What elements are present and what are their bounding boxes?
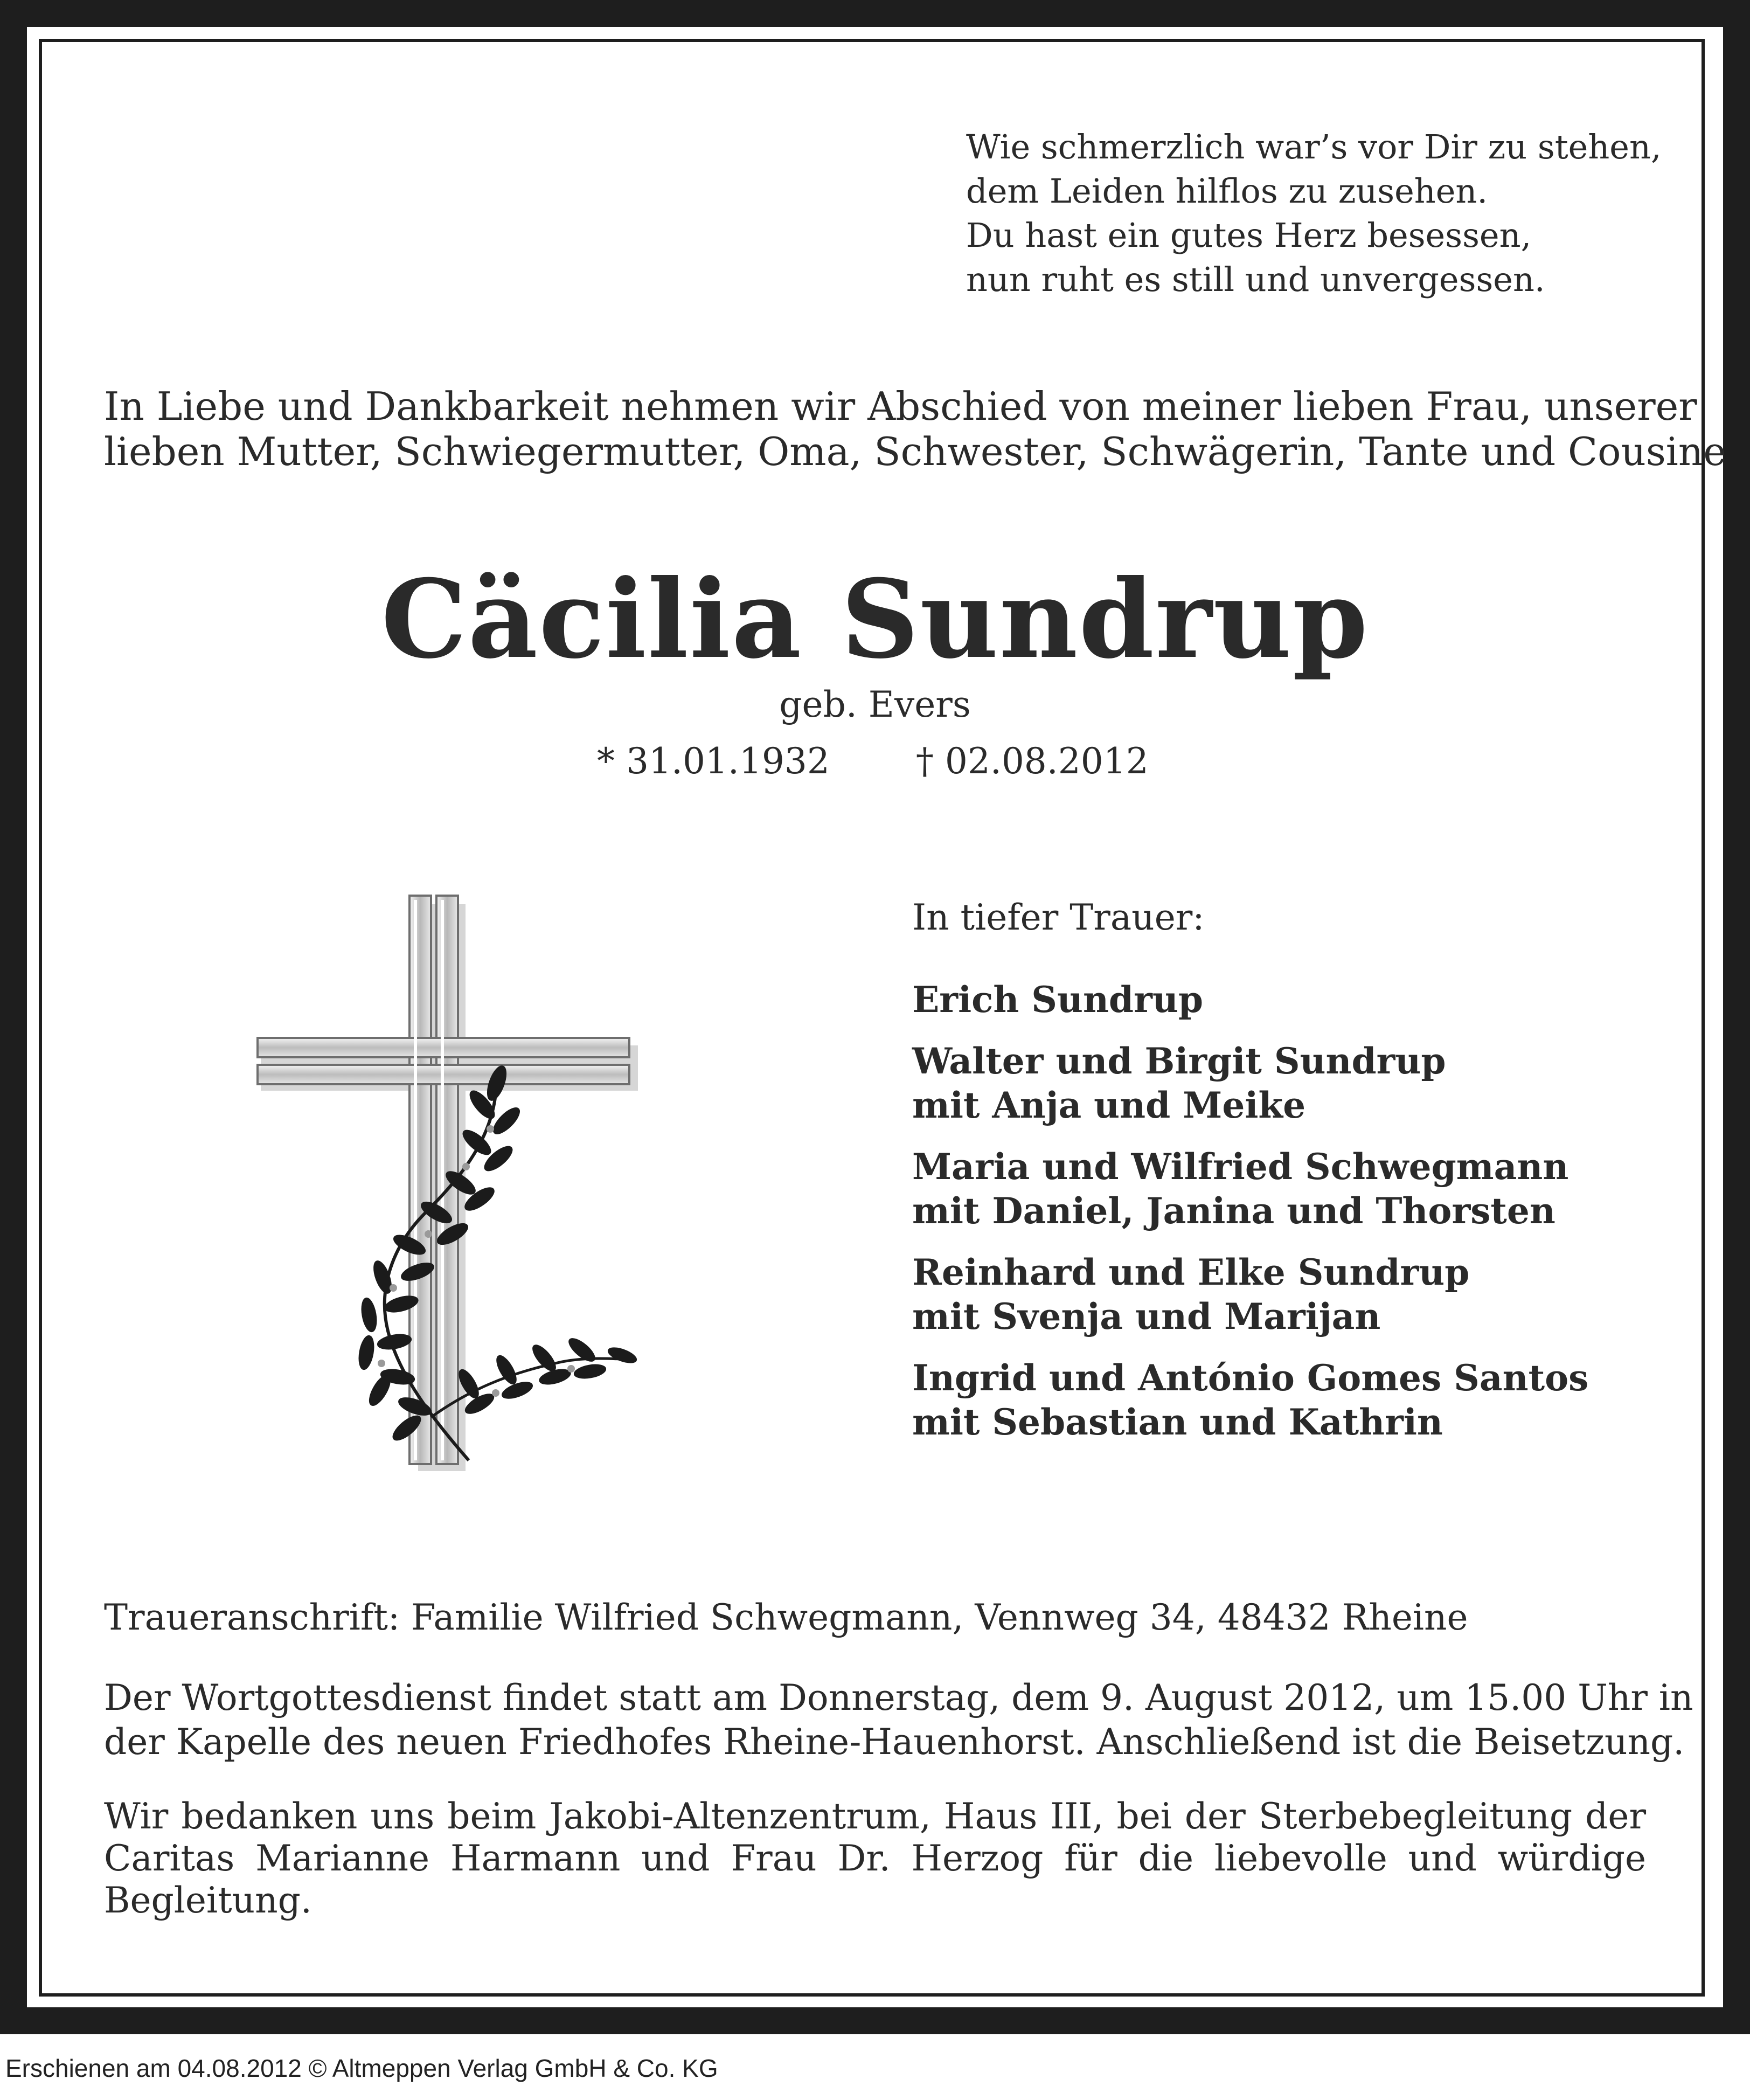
intro-text [104, 384, 1726, 474]
family-entry [912, 1039, 1588, 1127]
family-line: mit Anja und Meike [912, 1084, 1306, 1126]
maiden-name: geb. Evers [779, 684, 971, 725]
service-line: der Kapelle des neuen Friedhofes Rheine-Hauenhorst. Anschließend ist die Beisetzung. [104, 1721, 1685, 1763]
family-line: Erich Sundrup [912, 979, 1203, 1021]
intro-line: lieben Mutter, Schwiegermutter, Oma, Schwester, Schwägerin, Tante und Cousine [104, 429, 1726, 474]
family-line: Ingrid und António Gomes Santos [912, 1357, 1589, 1399]
family-entry [912, 978, 1588, 1022]
mourners-list [912, 895, 1588, 1461]
family-line: mit Svenja und Marijan [912, 1295, 1381, 1337]
family-entry [912, 1250, 1588, 1339]
intro-line: In Liebe und Dankbarkeit nehmen wir Abschied von meiner lieben Frau, unserer [104, 384, 1697, 429]
poem [966, 125, 1662, 302]
death-date: † 02.08.2012 [915, 740, 1149, 782]
thanks-line: Caritas Marianne Harmann und Frau Dr. Herzog für die liebevolle und würdige [104, 1838, 1646, 1879]
family-line: mit Sebastian und Kathrin [912, 1401, 1443, 1443]
life-dates [597, 738, 1149, 785]
thanks-line: Begleitung. [104, 1880, 312, 1921]
publication-footer: Erschienen am 04.08.2012 © Altmeppen Verlag GmbH & Co. KG [5, 2054, 718, 2082]
family-line: Maria und Wilfried Schwegmann [912, 1146, 1569, 1188]
deceased-name: Cäcilia Sundrup [381, 556, 1369, 683]
poem-line: nun ruht es still und unvergessen. [966, 260, 1545, 299]
mourning-address: Traueranschrift: Familie Wilfried Schwegmann, Vennweg 34, 48432 Rheine [104, 1597, 1468, 1638]
thanks-line: Wir bedanken uns beim Jakobi-Altenzentrum, Haus III, bei der Sterbebegleitung der [104, 1796, 1646, 1837]
family-entry [912, 1145, 1588, 1233]
family-line: mit Daniel, Janina und Thorsten [912, 1190, 1555, 1232]
cross-with-laurel-icon [253, 889, 641, 1471]
birth-date: * 31.01.1932 [597, 740, 830, 782]
family-line: Walter und Birgit Sundrup [912, 1040, 1446, 1082]
poem-line: Du hast ein gutes Herz besessen, [966, 216, 1532, 255]
poem-line: Wie schmerzlich war’s vor Dir zu stehen, [966, 127, 1662, 167]
family-entry [912, 1356, 1588, 1444]
thanks-notice [104, 1796, 1646, 1922]
poem-line: dem Leiden hilflos zu zusehen. [966, 171, 1488, 211]
mourners-heading: In tiefer Trauer: [912, 897, 1205, 938]
service-line: Der Wortgottesdienst findet statt am Donnerstag, dem 9. August 2012, um 15.00 Uhr in [104, 1677, 1693, 1718]
family-line: Reinhard und Elke Sundrup [912, 1251, 1470, 1293]
laurel-branch [357, 1063, 638, 1460]
service-notice [104, 1676, 1693, 1764]
